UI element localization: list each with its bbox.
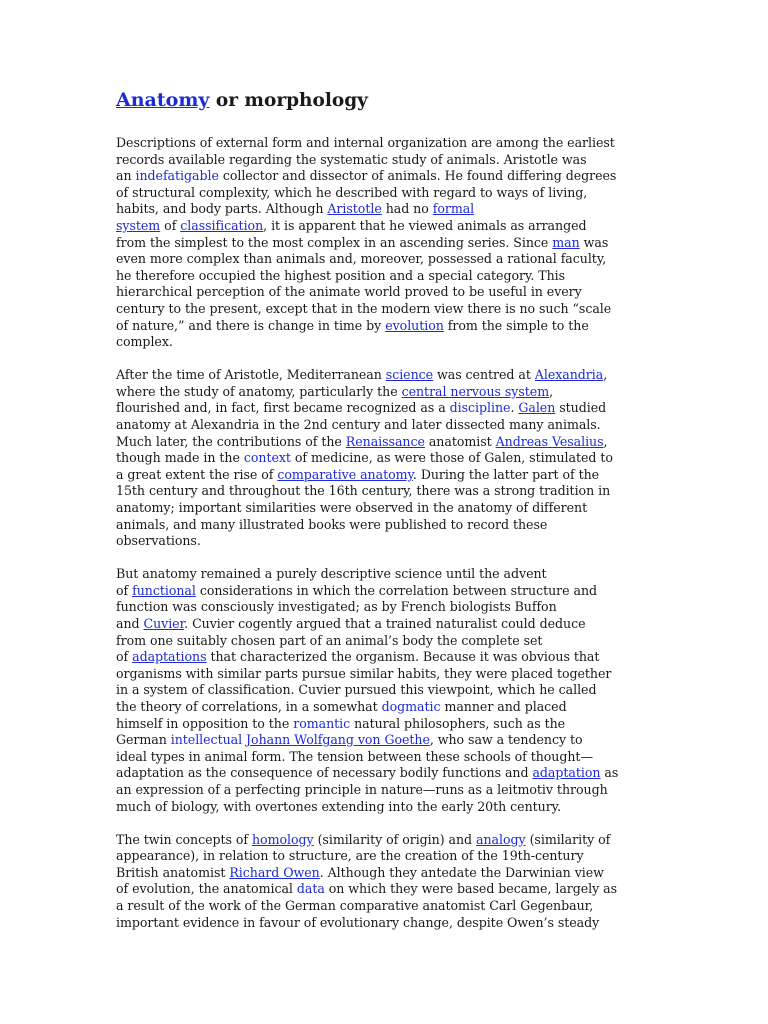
text-line [116,583,656,600]
paragraph [116,135,656,351]
text-run: . During the latter part of the [412,466,600,482]
text-line [116,517,656,534]
text-run: anatomist [424,433,496,449]
text-run: natural philosophers, such as the [350,715,566,731]
text-line [116,616,656,633]
text-line [116,699,656,716]
text-run: considerations in which the correlation between structure and [195,582,598,598]
text-line [116,649,656,666]
article-body [116,86,656,948]
text-run: , who saw a tendency to [429,732,583,748]
link-functional[interactable]: functional [132,582,196,598]
text-run: of [116,582,133,598]
text-run: a great extent the rise of [116,466,278,482]
text-line [116,467,656,484]
link-science[interactable]: science [385,367,434,383]
link-dogmatic[interactable]: dogmatic [381,699,441,714]
text-run: was centred at [433,367,535,383]
link-system[interactable]: system [116,217,161,233]
paragraph [116,367,656,550]
text-run: important evidence in favour of evolutionary change, despite Owen’s steady [116,914,600,930]
link-johann-wolfgang-von-goethe[interactable]: Johann Wolfgang von Goethe [246,732,430,748]
text-run: anatomy; important similarities were observed in the anatomy of different [116,499,588,515]
text-run: was [579,234,609,250]
text-line [116,201,656,218]
text-run: from one suitably chosen part of an animal’s body the complete set [116,632,543,648]
text-run: records available regarding the systematic study of animals. Aristotle was [116,151,587,167]
link-romantic[interactable]: romantic [293,715,351,731]
link-adaptation[interactable]: adaptation [532,765,601,781]
link-homology[interactable]: homology [252,831,314,847]
text-run: studied [555,400,607,416]
paragraph [116,832,656,932]
text-run: much of biology, with overtones extending into the early 20th century. [116,798,562,814]
text-line [116,732,656,749]
text-line [116,765,656,782]
link-richard-owen[interactable]: Richard Owen [229,864,320,880]
text-run: an [116,168,136,184]
text-line [116,384,656,401]
article-title [116,86,656,115]
text-run: ideal types in animal form. The tension between these schools of thought— [116,748,593,764]
article-paragraphs [116,135,656,931]
text-run: that characterized the organism. Because it was obvious that [206,649,600,665]
text-line [116,218,656,235]
text-run: complex. [116,334,173,350]
text-run: a result of the work of the German comparative anatomist Carl Gegenbaur, [116,898,594,914]
text-line [116,633,656,650]
text-line [116,400,656,417]
text-line [116,235,656,252]
text-line [116,450,656,467]
text-run: (similarity of origin) and [313,831,477,847]
text-run: organisms with similar parts pursue similar habits, they were placed together [116,665,612,681]
text-line [116,168,656,185]
text-run: and [116,616,144,632]
text-run: adaptation as the consequence of necessary bodily functions and [116,765,533,781]
text-line [116,301,656,318]
link-central-nervous-system[interactable]: central nervous system [401,383,550,399]
link-andreas-vesalius[interactable]: Andreas Vesalius [495,433,604,449]
text-line [116,417,656,434]
link-comparative-anatomy[interactable]: comparative anatomy [277,466,413,482]
link-analogy[interactable]: analogy [476,831,526,847]
text-run: of [116,649,133,665]
text-run: , it is apparent that he viewed animals as arranged [263,217,587,233]
text-run: 15th century and throughout the 16th century, there was a strong tradition in [116,483,611,499]
text-run: (similarity of [525,831,611,847]
link-discipline[interactable]: discipline [449,400,511,416]
text-run: Much later, the contributions of the [116,433,346,449]
text-line [116,682,656,699]
text-run: The twin concepts of [116,831,252,847]
link-classification[interactable]: classification [180,217,264,233]
text-line [116,334,656,351]
text-line [116,566,656,583]
text-line [116,881,656,898]
text-line [116,599,656,616]
link-context[interactable]: context [243,450,291,466]
text-line [116,483,656,500]
link-alexandria[interactable]: Alexandria [534,367,604,383]
text-run: of structural complexity, which he described with regard to ways of living, [116,184,588,200]
text-run: the theory of correlations, in a somewhat [116,699,382,714]
text-line [116,865,656,882]
link-adaptations[interactable]: adaptations [132,649,207,665]
text-line [116,135,656,152]
text-run: even more complex than animals and, moreover, possessed a rational faculty, [116,251,607,267]
text-run: of [160,217,181,233]
text-run: in a system of classification. Cuvier pursued this viewpoint, which he called [116,682,597,698]
text-run: . Although they antedate the Darwinian view [319,864,604,880]
text-run: observations. [116,533,201,549]
text-run: on which they were based became, largely as [324,881,618,897]
text-run: manner and placed [440,699,567,714]
text-line [116,799,656,816]
text-line [116,500,656,517]
text-line [116,666,656,683]
text-line [116,152,656,169]
text-run: hierarchical perception of the animate world proved to be useful in every [116,284,582,300]
text-line [116,749,656,766]
text-run: century to the present, except that in the modern view there is no such “scale [116,300,612,316]
text-line [116,318,656,335]
text-line [116,268,656,285]
text-line [116,832,656,849]
link-cuvier[interactable]: Cuvier [143,616,185,632]
link-intellectual[interactable]: intellectual [170,732,243,748]
text-run: British anatomist [116,864,230,880]
link-anatomy[interactable]: Anatomy [116,89,210,111]
text-run: animals, and many illustrated books were published to record these [116,516,548,532]
text-run: from the simple to the [443,317,589,333]
link-galen[interactable]: Galen [518,400,556,416]
link-renaissance[interactable]: Renaissance [345,433,425,449]
text-run: collector and dissector of animals. He found differing degrees [218,168,617,184]
text-run: After the time of Aristotle, Mediterranean [116,367,386,383]
paragraph [116,566,656,815]
text-run: of nature,” and there is change in time by [116,317,386,333]
text-line [116,782,656,799]
text-line [116,915,656,932]
text-run: flourished and, in fact, first became recognized as a [116,400,450,416]
text-run: as [600,765,619,781]
link-indefatigable[interactable]: indefatigable [135,168,219,184]
text-run: , [549,383,554,399]
text-run: he therefore occupied the highest position and a special category. This [116,267,566,283]
text-run: , [603,367,608,383]
text-line [116,284,656,301]
text-line [116,898,656,915]
text-line [116,185,656,202]
link-formal[interactable]: formal [432,201,475,217]
text-run: of evolution, the anatomical [116,881,297,897]
text-line [116,367,656,384]
text-run: function was consciously investigated; as by French biologists Buffon [116,599,557,615]
text-line [116,716,656,733]
text-line [116,533,656,550]
text-run: or morphology [209,90,368,111]
text-run: . [510,400,519,416]
text-line [116,848,656,865]
text-run: , [603,433,608,449]
text-run: himself in opposition to the [116,715,294,731]
text-run: where the study of anatomy, particularly the [116,383,402,399]
link-man[interactable]: man [552,234,580,250]
text-line [116,434,656,451]
link-evolution[interactable]: evolution [385,317,444,333]
text-run: of medicine, as were those of Galen, stimulated to [290,450,613,466]
text-run: habits, and body parts. Although [116,201,328,217]
text-run: had no [381,201,433,217]
text-run: appearance), in relation to structure, are the creation of the 19th-century [116,848,584,864]
text-run: an expression of a perfecting principle in nature—runs as a leitmotiv through [116,781,608,797]
link-data[interactable]: data [296,881,325,897]
text-run: Descriptions of external form and internal organization are among the earliest [116,135,615,150]
link-aristotle[interactable]: Aristotle [327,201,382,217]
text-run: though made in the [116,450,244,466]
text-line [116,251,656,268]
text-run: But anatomy remained a purely descriptive science until the advent [116,566,547,582]
text-run: . Cuvier cogently argued that a trained naturalist could deduce [184,616,586,632]
text-run: German [116,732,171,748]
text-run: anatomy at Alexandria in the 2nd century and later dissected many animals. [116,417,601,432]
text-run: from the simplest to the most complex in an ascending series. Since [116,234,553,250]
